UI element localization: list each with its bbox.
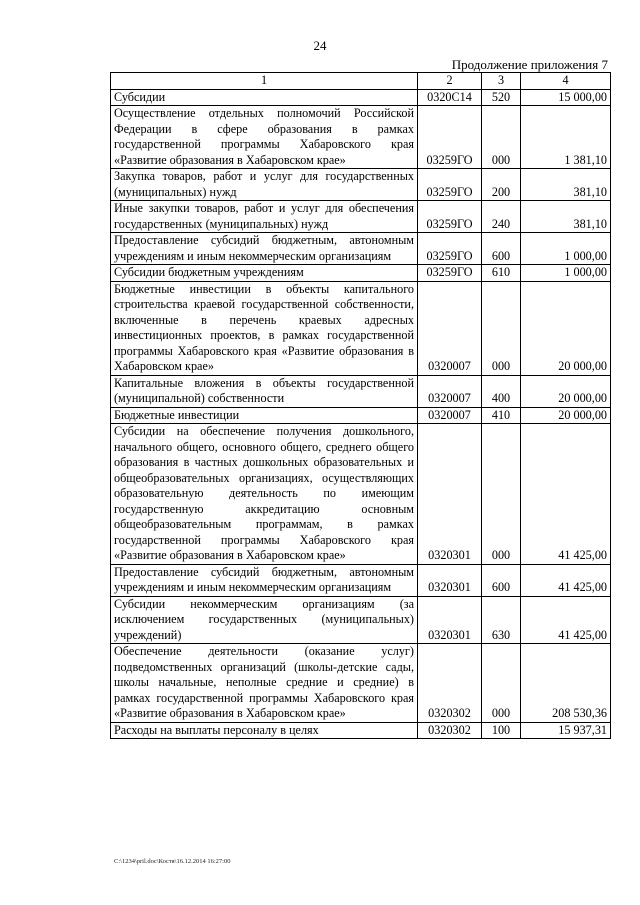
table-row: [111, 106, 611, 169]
row-description: Бюджетные инвестиции: [111, 407, 418, 424]
table-row: [111, 233, 611, 265]
row-target-code: 0320007: [418, 281, 482, 375]
row-expense-type: 410: [482, 407, 521, 424]
page-number: 24: [313, 38, 327, 53]
table-row: [111, 564, 611, 596]
row-amount: 15 000,00: [521, 89, 611, 106]
row-expense-type: 600: [482, 233, 521, 265]
row-target-code: 0320301: [418, 596, 482, 644]
row-description: Субсидии некоммерческим организациям (за исключением государственных (муниципальных) учреждений): [111, 596, 418, 644]
row-expense-type: 100: [482, 722, 521, 739]
continuation-label: Продолжение приложения 7: [451, 57, 608, 72]
row-expense-type: 000: [482, 281, 521, 375]
row-expense-type: 630: [482, 596, 521, 644]
row-amount: 1 000,00: [521, 233, 611, 265]
row-description: Обеспечение деятельности (оказание услуг) подведомственных организаций (школы-детские сады, школы начальные, неполные средние и средние) в рамках государственной программы Хабаровского края «Развитие образования в Хабаровском крае»: [111, 644, 418, 723]
row-target-code: 0320301: [418, 564, 482, 596]
row-description: Субсидии на обеспечение получения дошкольного, начального общего, основного общего, среднего общего образования в частных дошкольных образовательных и общеобразовательных организациях, осуществляющих образовательную деятельность по имеющим государственную аккредитацию основным общеобразовательным программам, в рамках государственной программы Хабаровского края «Развитие образования в Хабаровском крае»: [111, 424, 418, 565]
row-target-code: 0320007: [418, 375, 482, 407]
budget-table: [110, 72, 611, 739]
table-row: [111, 644, 611, 723]
row-amount: 1 381,10: [521, 106, 611, 169]
table-row: [111, 375, 611, 407]
row-amount: 208 530,36: [521, 644, 611, 723]
row-description: Субсидии: [111, 89, 418, 106]
column-header-2: 2: [418, 73, 482, 90]
table-row: [111, 169, 611, 201]
row-expense-type: 000: [482, 424, 521, 565]
row-target-code: 03259ГО: [418, 106, 482, 169]
table-row: [111, 201, 611, 233]
row-target-code: 03259ГО: [418, 265, 482, 282]
row-amount: 20 000,00: [521, 281, 611, 375]
row-description: Закупка товаров, работ и услуг для государственных (муниципальных) нужд: [111, 169, 418, 201]
row-target-code: 0320301: [418, 424, 482, 565]
table-header-row: [111, 73, 611, 90]
column-header-3: 3: [482, 73, 521, 90]
column-header-4: 4: [521, 73, 611, 90]
row-expense-type: 240: [482, 201, 521, 233]
row-amount: 41 425,00: [521, 424, 611, 565]
row-amount: 15 937,31: [521, 722, 611, 739]
table-row: [111, 89, 611, 106]
row-description: Субсидии бюджетным учреждениям: [111, 265, 418, 282]
row-amount: 1 000,00: [521, 265, 611, 282]
row-expense-type: 610: [482, 265, 521, 282]
row-amount: 41 425,00: [521, 564, 611, 596]
row-amount: 20 000,00: [521, 407, 611, 424]
row-description: Капитальные вложения в объекты государственной (муниципальной) собственности: [111, 375, 418, 407]
row-target-code: 03259ГО: [418, 169, 482, 201]
row-description: Предоставление субсидий бюджетным, автономным учреждениям и иным некоммерческим организациям: [111, 233, 418, 265]
row-expense-type: 000: [482, 106, 521, 169]
row-expense-type: 520: [482, 89, 521, 106]
table-row: [111, 424, 611, 565]
table-row: [111, 722, 611, 739]
row-amount: 20 000,00: [521, 375, 611, 407]
table-row: [111, 596, 611, 644]
row-expense-type: 400: [482, 375, 521, 407]
row-target-code: 0320302: [418, 644, 482, 723]
row-expense-type: 000: [482, 644, 521, 723]
row-amount: 381,10: [521, 169, 611, 201]
row-description: Расходы на выплаты персоналу в целях: [111, 722, 418, 739]
row-target-code: 03259ГО: [418, 233, 482, 265]
row-expense-type: 200: [482, 169, 521, 201]
row-amount: 41 425,00: [521, 596, 611, 644]
row-description: Иные закупки товаров, работ и услуг для обеспечения государственных (муниципальных) нужд: [111, 201, 418, 233]
row-target-code: 0320С14: [418, 89, 482, 106]
table-row: [111, 265, 611, 282]
row-target-code: 0320007: [418, 407, 482, 424]
row-target-code: 0320302: [418, 722, 482, 739]
row-target-code: 03259ГО: [418, 201, 482, 233]
row-expense-type: 600: [482, 564, 521, 596]
file-path-footer: C:\1234\pril.doc\Костя\16.12.2014 16:27:00: [114, 858, 231, 865]
row-description: Бюджетные инвестиции в объекты капитального строительства краевой государственной собственности, включенные в перечень краевых адресных инвестиционных проектов, в рамках государственной программы Хабаровского края «Развитие образования в Хабаровском крае»: [111, 281, 418, 375]
table-row: [111, 407, 611, 424]
row-amount: 381,10: [521, 201, 611, 233]
table-row: [111, 281, 611, 375]
column-header-1: 1: [111, 73, 418, 90]
row-description: Осуществление отдельных полномочий Российской Федерации в сфере образования в рамках государственной программы Хабаровского края «Развитие образования в Хабаровском крае»: [111, 106, 418, 169]
row-description: Предоставление субсидий бюджетным, автономным учреждениям и иным некоммерческим организациям: [111, 564, 418, 596]
